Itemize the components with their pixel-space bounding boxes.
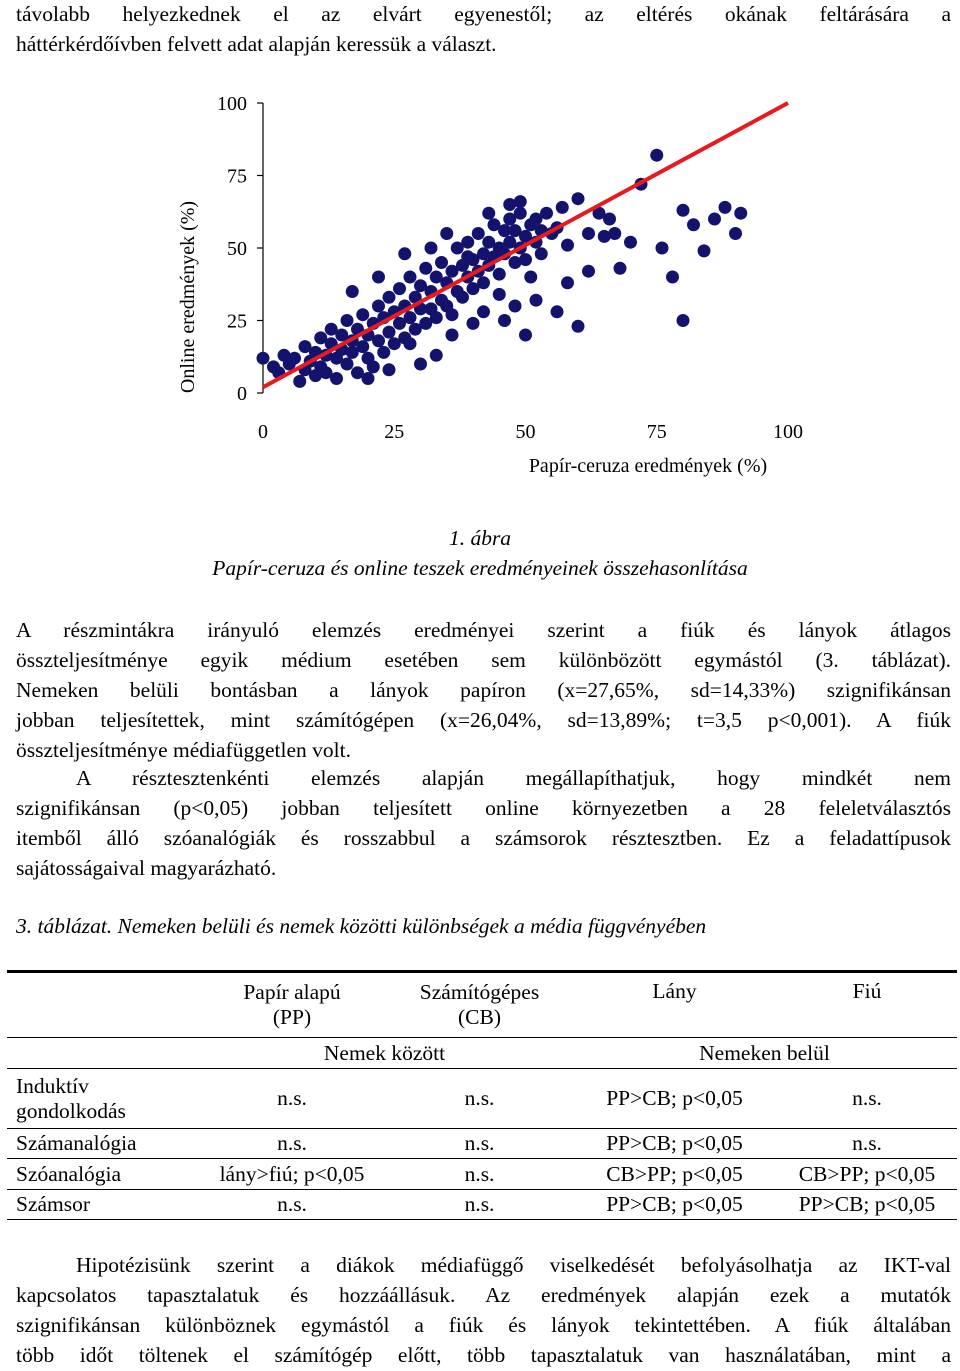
data-point [524,271,537,284]
cell-pp: n.s. [197,1069,387,1129]
data-point [372,271,385,284]
data-point [556,201,569,214]
y-tick-label: 100 [217,93,247,115]
scatter-chart [160,85,820,485]
data-point [572,320,585,333]
data-point [514,195,527,208]
row-label: Szóanalógia [7,1159,197,1190]
data-point [719,201,732,214]
cell-cb: n.s. [387,1190,572,1220]
data-point [456,291,469,304]
figure-number: 1. ábra [448,526,512,550]
data-point [666,271,679,284]
table-row [7,1129,957,1159]
data-point [530,294,543,307]
data-point [572,192,585,205]
p1-line-2: összteljesítménye egyik médium esetében sem különbözött egymástól (3. táblázat). [16,648,951,672]
data-point [482,207,495,220]
y-axis-label: Online eredmények (%) [177,200,199,394]
p3-line-4: több időt töltenek el számítógép előtt, több tapasztalatuk van használatában, mint a [16,1343,951,1367]
cell-pp: n.s. [197,1190,387,1220]
data-point [383,291,396,304]
data-point [582,265,595,278]
data-point [393,282,406,295]
data-point [624,236,637,249]
x-tick-label: 75 [646,421,667,443]
cell-girl: PP>CB; p<0,05 [572,1069,777,1129]
table-group-row [7,1038,957,1069]
data-point [356,340,369,353]
data-point [650,149,663,162]
cell-boy: n.s. [777,1129,957,1159]
data-point [540,207,553,220]
data-point [383,363,396,376]
data-point [341,314,354,327]
data-point [362,372,375,385]
data-point [698,244,711,257]
table-header-row [7,972,957,1038]
data-point [341,358,354,371]
data-point [404,311,417,324]
data-point [404,271,417,284]
data-point [561,239,574,252]
y-tick-label: 0 [237,383,247,405]
data-point [398,247,411,260]
p1-line-1: A részmintákra irányuló elemzés eredményei szerint a fiúk és lányok átlagos [16,618,951,642]
data-point [346,285,359,298]
table-row [7,1190,957,1220]
data-point [430,311,443,324]
data-point [493,288,506,301]
p2-line-1: A résztesztenkénti elemzés alapján megállapíthatjuk, hogy mindkét nem [76,766,951,790]
cell-girl: PP>CB; p<0,05 [572,1190,777,1220]
data-point [435,256,448,269]
data-point [257,352,270,365]
cell-boy: CB>PP; p<0,05 [777,1159,957,1190]
p1-line-4: jobban teljesítettek, mint számítógépen (x=26,04%, sd=13,89%; t=3,5 p<0,001). A fiúk [16,708,951,732]
data-point [582,227,595,240]
x-axis-label: Papír-ceruza eredmények (%) [528,455,768,477]
header-computer: Számítógépes (CB) [387,972,572,1038]
p2-line-4: sajátosságaival magyarázható. [16,856,277,880]
data-point [377,346,390,359]
data-point [293,375,306,388]
data-point [383,326,396,339]
x-tick-label: 25 [384,421,405,443]
y-tick-label: 75 [227,165,247,188]
data-point [608,227,621,240]
results-table [7,970,957,1220]
p3-line-1: Hipotézisünk szerint a diákok médiafüggő viselkedését befolyásolhatja az IKT-val [76,1253,951,1277]
data-point [656,242,669,255]
data-point [372,300,385,313]
cell-pp: lány>fiú; p<0,05 [197,1159,387,1190]
cell-cb: n.s. [387,1129,572,1159]
table-caption [16,914,951,939]
data-point [367,360,380,373]
data-point [414,358,427,371]
data-point [404,337,417,350]
cell-girl: CB>PP; p<0,05 [572,1159,777,1190]
x-tick-label: 0 [258,421,268,443]
data-point [519,253,532,266]
header-within: Nemeken belül [572,1038,957,1069]
y-tick-label: 50 [227,238,247,260]
data-point [509,300,522,313]
cell-cb: n.s. [387,1069,572,1129]
intro-line-2: háttérkérdőívben felvett adat alapján keressük a választ. [16,32,497,56]
cell-girl: PP>CB; p<0,05 [572,1129,777,1159]
header-boy: Fiú [777,972,957,1038]
p1-line-3: Nemeken belüli bontásban a lányok papíron (x=27,65%, sd=14,33%) szignifikánsan [16,678,951,702]
data-point [446,329,459,342]
data-point [419,262,432,275]
row-label: Számsor [7,1190,197,1220]
data-point [467,317,480,330]
x-tick-label: 100 [773,421,803,443]
header-paper: Papír alapú (PP) [197,972,387,1038]
data-point [440,227,453,240]
data-point [477,276,490,289]
data-point [461,250,474,263]
trend-line [263,103,788,387]
row-label: Induktív gondolkodás [7,1069,197,1129]
data-point [551,305,564,318]
data-point [514,207,527,220]
data-point [461,236,474,249]
p2-line-2: szignifikánsan (p<0,05) jobban teljesített online környezetben a 28 feleletválasztós [16,796,951,820]
data-point [734,207,747,220]
data-point [493,268,506,281]
data-point [477,305,490,318]
data-point [729,227,742,240]
table-caption-title: Nemeken belüli és nemek közötti különbségek a média függvényében [112,914,707,938]
data-point [356,308,369,321]
data-point [519,329,532,342]
row-label: Számanalógia [7,1129,197,1159]
header-between: Nemek között [197,1038,572,1069]
data-point [372,334,385,347]
data-point [687,218,700,231]
figure-title: Papír-ceruza és online teszek eredményeinek összehasonlítása [212,556,748,580]
p1-line-5: összteljesítménye médiafüggetlen volt. [16,738,351,762]
header-girl: Lány [572,972,777,1038]
data-point [561,276,574,289]
p3-line-3: szignifikánsan különböznek egymástól a fiúk és lányok tekintettében. A fiúk általában [16,1313,951,1337]
data-point [498,314,511,327]
data-point [708,213,721,226]
cell-pp: n.s. [197,1129,387,1159]
p2-line-3: itemből álló szóanalógiák és rosszabbul a számsorok résztesztben. Ez a feladattípusok [16,826,951,850]
data-point [677,314,690,327]
data-point [425,242,438,255]
table-row [7,1159,957,1190]
cell-cb: n.s. [387,1159,572,1190]
p3-line-2: kapcsolatos tapasztalatuk és hozzáállásuk. Az eredmények alapján ezek a mutatók [16,1283,951,1307]
cell-boy: n.s. [777,1069,957,1129]
data-point [330,372,343,385]
data-point [472,227,485,240]
data-point [614,262,627,275]
data-point [446,308,459,321]
y-tick-label: 25 [227,310,247,333]
data-point [430,349,443,362]
table-caption-number: 3. táblázat. [16,914,113,938]
data-point [603,213,616,226]
data-point [288,352,301,365]
x-tick-label: 50 [515,421,536,443]
data-point [677,204,690,217]
cell-boy: PP>CB; p<0,05 [777,1190,957,1220]
intro-line-1: távolabb helyezkednek el az elvárt egyenestől; az eltérés okának feltárására a [16,2,951,26]
table-row [7,1069,957,1129]
data-point [535,247,548,260]
